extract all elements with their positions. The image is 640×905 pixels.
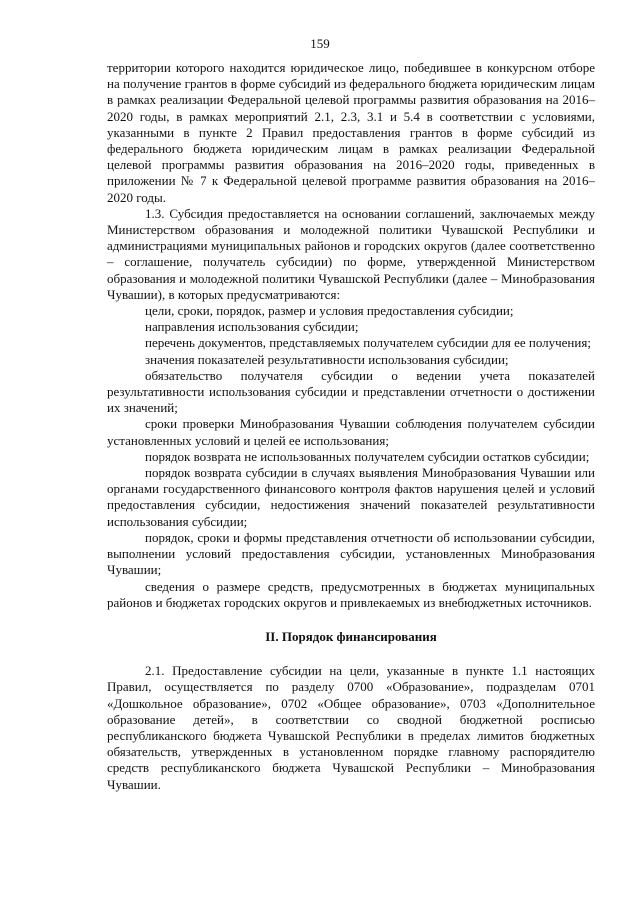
list-item-return-balance: порядок возврата не использованных получателем субсидии остатков субсидии; xyxy=(145,448,590,464)
list-item-return-violation: порядок возврата субсидии в случаях выявления Минобразования Чувашии или органами государственного финансового контроля фактов нарушения целей и условий предоставления субсидии, недостижения значений показателей результативности использования субсидии; xyxy=(107,465,595,529)
page-number: 159 xyxy=(310,36,330,51)
document-body xyxy=(107,60,595,793)
list-item-obligation: обязательство получателя субсидии о ведении учета показателей результативности использования субсидии и представлении отчетности о достижении их значений; xyxy=(107,367,595,416)
list-item-indicators: значения показателей результативности использования субсидии; xyxy=(145,351,509,367)
list-item-inspection: сроки проверки Минобразования Чувашии соблюдения получателем субсидии установленных условий и целей ее использования; xyxy=(107,416,595,448)
list-item-funds: сведения о размере средств, предусмотренных в бюджетах муниципальных районов и бюджетах городских округов и привлекаемых из внебюджетных источников. xyxy=(107,578,595,610)
paragraph-2-1: 2.1. Предоставление субсидии на цели, указанные в пункте 1.1 настоящих Правил, осуществляется по разделу 0700 «Образование», подразделам 0701 «Дошкольное образование», 0702 «Общее образование», 0703 «Дополнительное образование детей», в соответствии со сводной бюджетной росписью республиканского бюджета Чувашской Республики в пределах лимитов бюджетных обязательств, утвержденных в установленном порядке главному распорядителю средств республиканского бюджета Чувашской Республики – Минобразования Чувашии. xyxy=(107,663,595,792)
paragraph-1-3: 1.3. Субсидия предоставляется на основании соглашений, заключаемых между Министерством образования и молодежной политики Чувашской Республики и администрациями муниципальных районов и городских округов (далее соответственно – соглашение, получатель субсидии) по форме, утвержденной Министерством образования и молодежной политики Чувашской Республики (далее – Минобразования Чувашии), в которых предусматриваются: xyxy=(107,205,595,302)
list-item-documents: перечень документов, представляемых получателем субсидии для ее получения; xyxy=(145,335,591,351)
paragraph-continuation: территории которого находится юридическое лицо, победившее в конкурсном отборе на получение грантов в форме субсидий из федерального бюджета юридическим лицам в рамках реализации Федеральной целевой программы развития образования на 2016–2020 годы, в рамках мероприятий 2.1, 2.3, 3.1 и 5.4 в соответствии с условиями, указанными в пункте 2 Правил предоставления грантов в форме субсидий из федерального бюджета юридическим лицам в рамках реализации Федеральной целевой программы развития образования на 2016–2020 годы, приведенных в приложении № 7 к Федеральной целевой программе развития образования на 2016–2020 годы. xyxy=(107,60,595,205)
list-item-goals: цели, сроки, порядок, размер и условия предоставления субсидии; xyxy=(145,303,514,319)
section-heading: II. Порядок финансирования xyxy=(265,628,437,644)
list-item-directions: направления использования субсидии; xyxy=(145,319,359,335)
list-item-reporting: порядок, сроки и формы представления отчетности об использовании субсидии, выполнении условий предоставления субсидии, установленных Минобразования Чувашии; xyxy=(107,529,595,578)
